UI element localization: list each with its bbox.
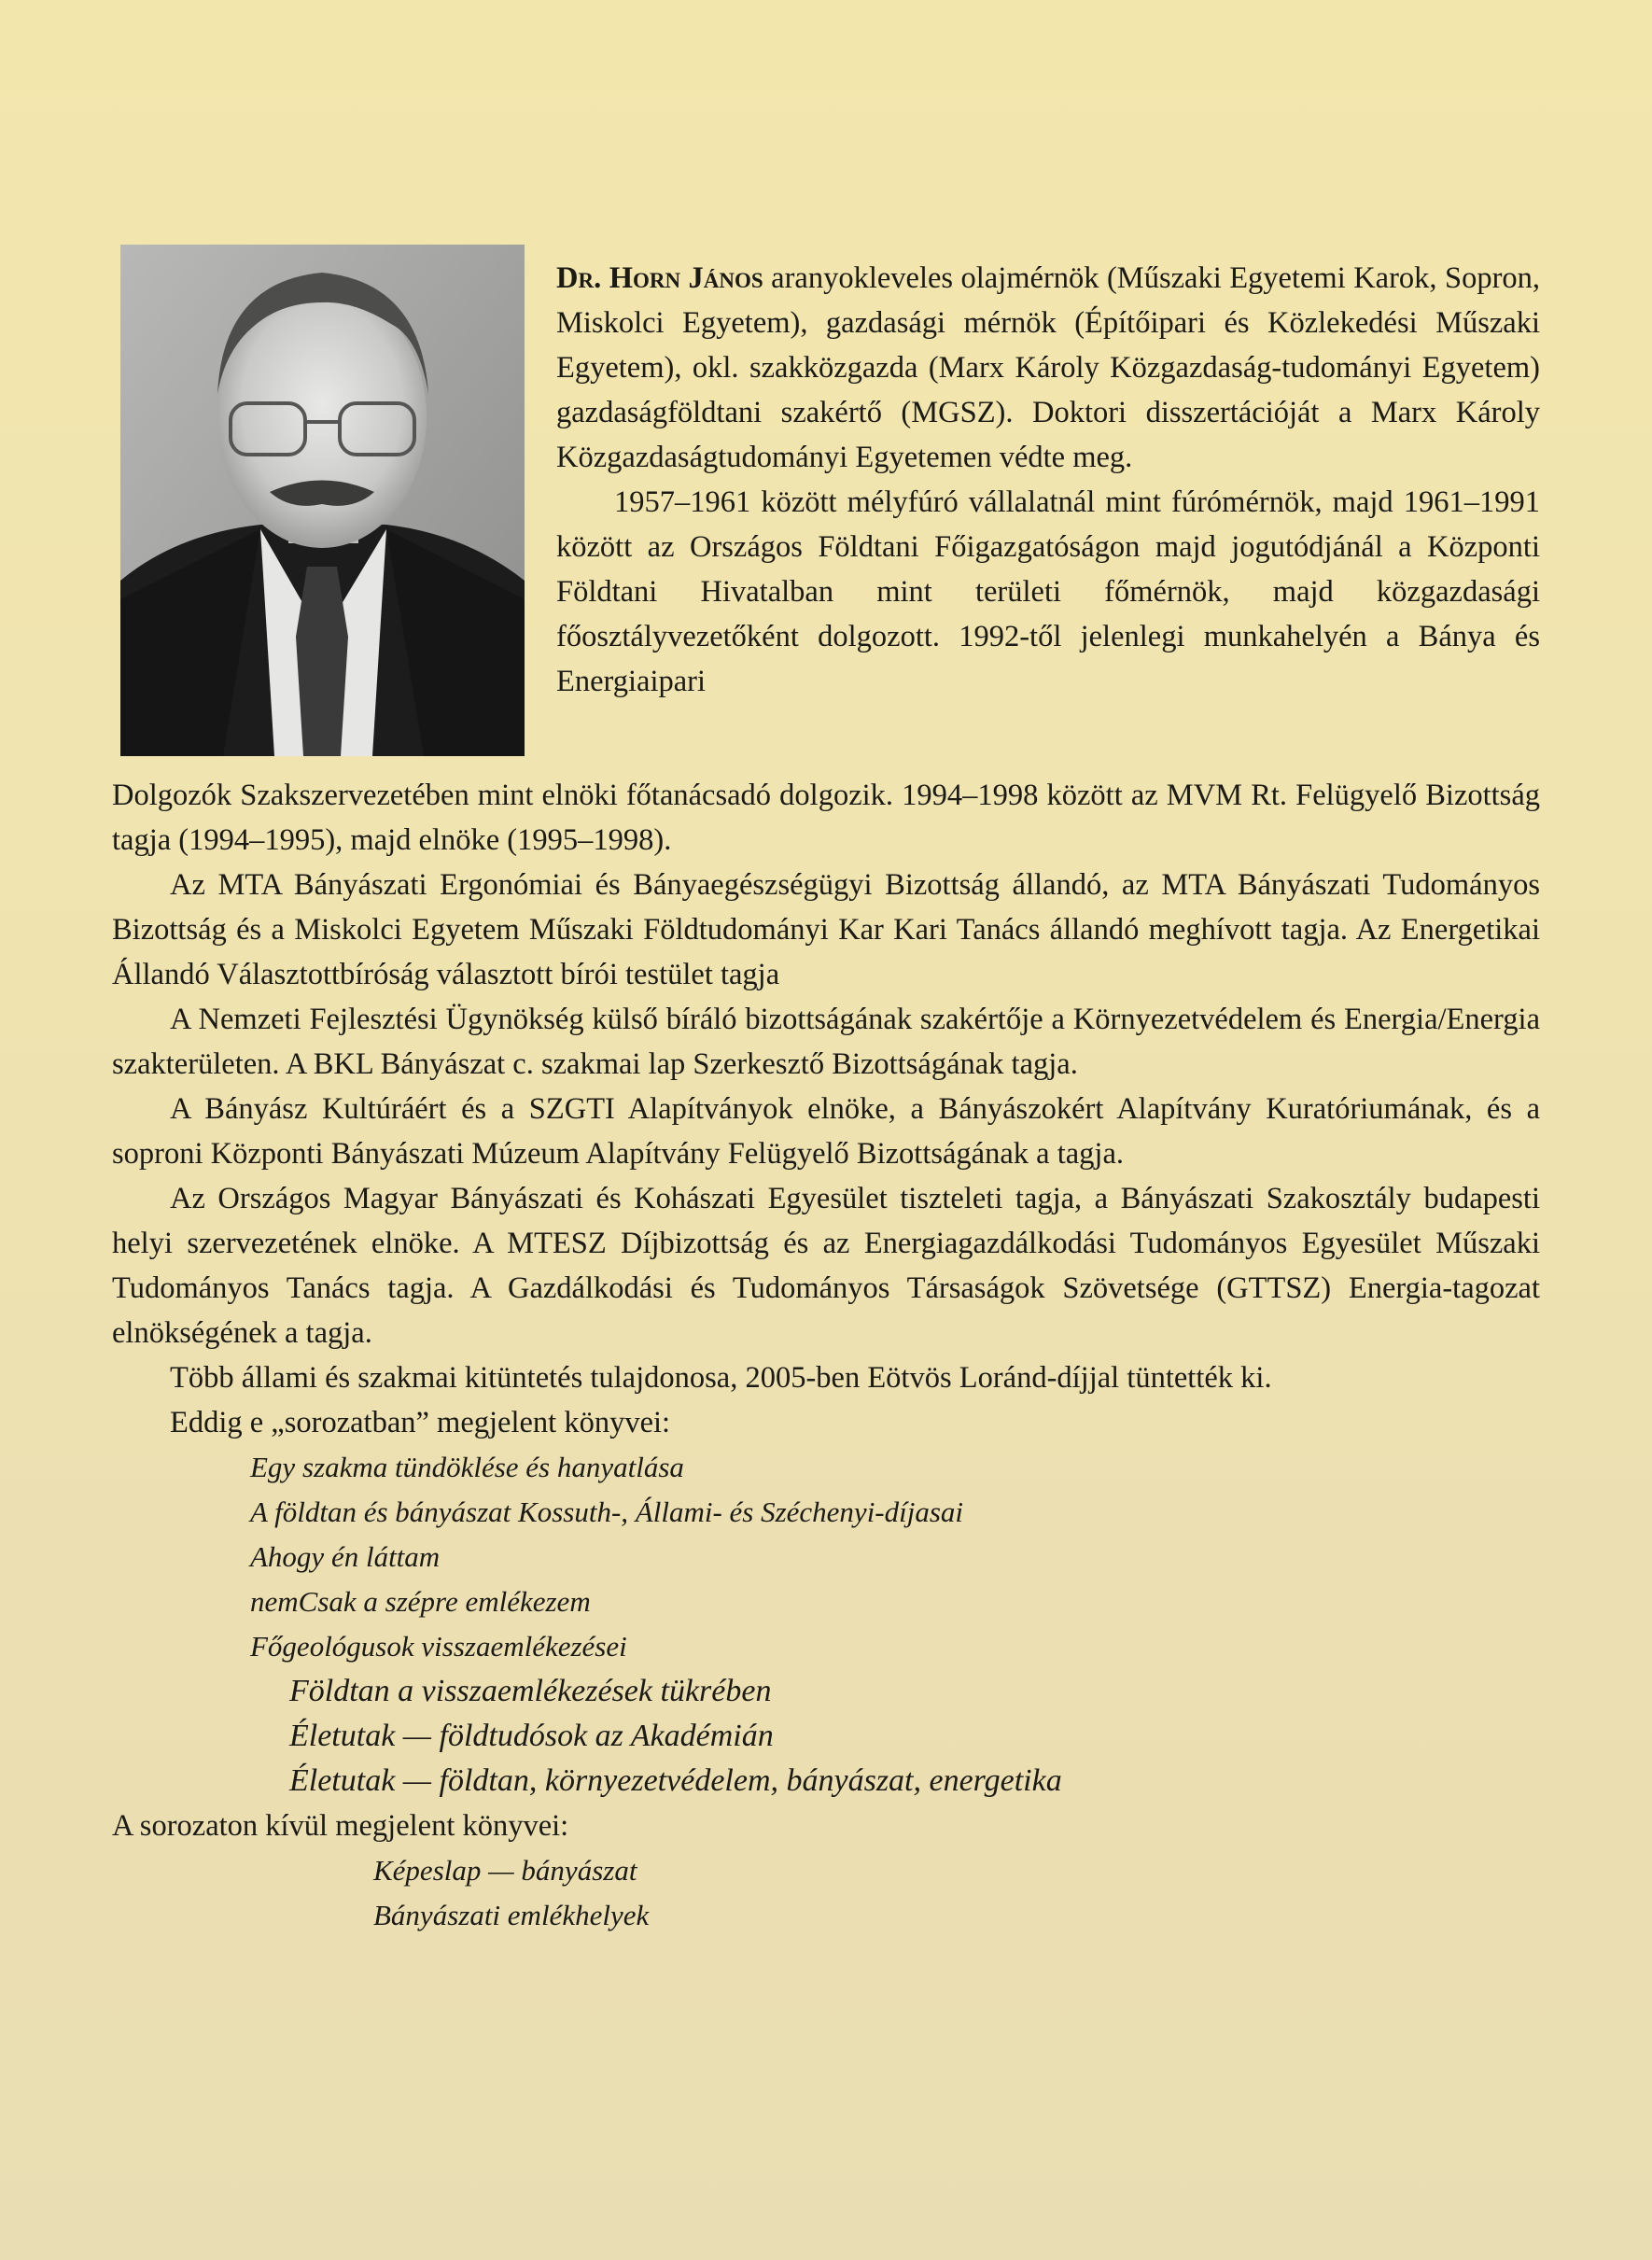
bio-paragraph-intro <box>556 256 1540 480</box>
bio-paragraph-foundations: A Bányász Kultúráért és a SZGTI Alapítványok elnöke, a Bányászokért Alapítvány Kuratóriumának, és a soproni Központi Bányászati Múzeum Alapítvány Felügyelő Bizottságának a tagja. <box>112 1092 1540 1171</box>
book-title: Földtan a visszaemlékezések tükrében <box>289 1674 772 1708</box>
bio-education: aranyokleveles olajmérnök (Műszaki Egyetemi Karok, Sopron, Miskolci Egyetem), gazdasági mérnök (Építőipari és Közlekedési Műszaki Egyetem), okl. szakközgazda (Marx Károly Közgazdaság-tudományi Egyetem) gazdaságföldtani szakértő (MGSZ). Doktori disszertációját a Marx Károly Közgazdaságtudományi Egyetemen védte meg. <box>556 261 1541 474</box>
book-title: nemCsak a szépre emlékezem <box>250 1585 591 1618</box>
bio-paragraph-career: 1957–1961 között mélyfúró vállalatnál mint fúrómérnök, majd 1961–1991 között az Országos Földtani Főigazgatóságon majd jogutódjánál a Központi Földtani Hivatalban mint területi főmérnök, majd közgazdasági főosztályvezetőként dolgozott. 1992-től jelenlegi munkahelyén a Bánya és Energiaipari <box>556 485 1540 698</box>
author-name: Horn János <box>609 261 763 295</box>
series-intro: Eddig e „sorozatban” megjelent könyvei: <box>170 1406 671 1439</box>
book-title: Főgeológusok visszaemlékezései <box>250 1630 627 1663</box>
bio-wrapped-section <box>112 256 1540 704</box>
bio-paragraph-awards: Több állami és szakmai kitüntetés tulajdonosa, 2005-ben Eötvös Loránd-díjjal tüntették ki. <box>170 1361 1272 1395</box>
bio-paragraph-mta: Az MTA Bányászati Ergonómiai és Bányaegészségügyi Bizottság állandó, az MTA Bányászati Tudományos Bizottság és a Miskolci Egyetem Műszaki Földtudományi Kar Kari Tanács állandó meghívott tagja. Az Energetikai Állandó Választottbíróság választott bírói testület tagja <box>112 868 1540 991</box>
bio-paragraph-societies: Az Országos Magyar Bányászati és Kohászati Egyesület tiszteleti tagja, a Bányászati Szakosztály budapesti helyi szervezetének elnöke. A MTESZ Díjbizottság és az Energiagazdálkodási Tudományos Egyesület Műszaki Tudományos Tanács tagja. A Gazdálkodási és Tudományos Társaságok Szövetsége (GTTSZ) Energia-tagozat elnökségének a tagja. <box>112 1182 1540 1350</box>
book-title: Életutak — földtudósok az Akadémián <box>289 1719 774 1753</box>
book-title: A földtan és bányászat Kossuth-, Állami- és Széchenyi-díjasai <box>250 1495 964 1528</box>
book-title: Ahogy én láttam <box>250 1540 441 1573</box>
bio-paragraph-nfu: A Nemzeti Fejlesztési Ügynökség külső bíráló bizottságának szakértője a Környezetvédelem és Energia/Energia szakterületen. A BKL Bányászat c. szakmai lap Szerkesztő Bizottságának tagja. <box>112 1003 1540 1081</box>
other-book-list <box>112 1848 1540 1938</box>
other-books-intro: A sorozaton kívül megjelent könyvei: <box>112 1809 569 1843</box>
bio-paragraph-career-cont: Dolgozók Szakszervezetében mint elnöki főtanácsadó dolgozik. 1994–1998 között az MVM Rt. Felügyelő Bizottság tagja (1994–1995), majd elnöke (1995–1998). <box>112 779 1540 857</box>
series-book-list <box>112 1445 1540 1669</box>
book-title: Bányászati emlékhelyek <box>373 1899 650 1931</box>
book-title: Egy szakma tündöklése és hanyatlása <box>250 1451 684 1483</box>
series-book-list-large <box>112 1669 1540 1804</box>
bio-main-section <box>112 773 1540 1938</box>
author-prefix: Dr. <box>556 261 602 295</box>
book-title: Képeslap — bányászat <box>373 1854 637 1887</box>
book-title: Életutak — földtan, környezetvédelem, bányászat, energetika <box>289 1763 1062 1798</box>
